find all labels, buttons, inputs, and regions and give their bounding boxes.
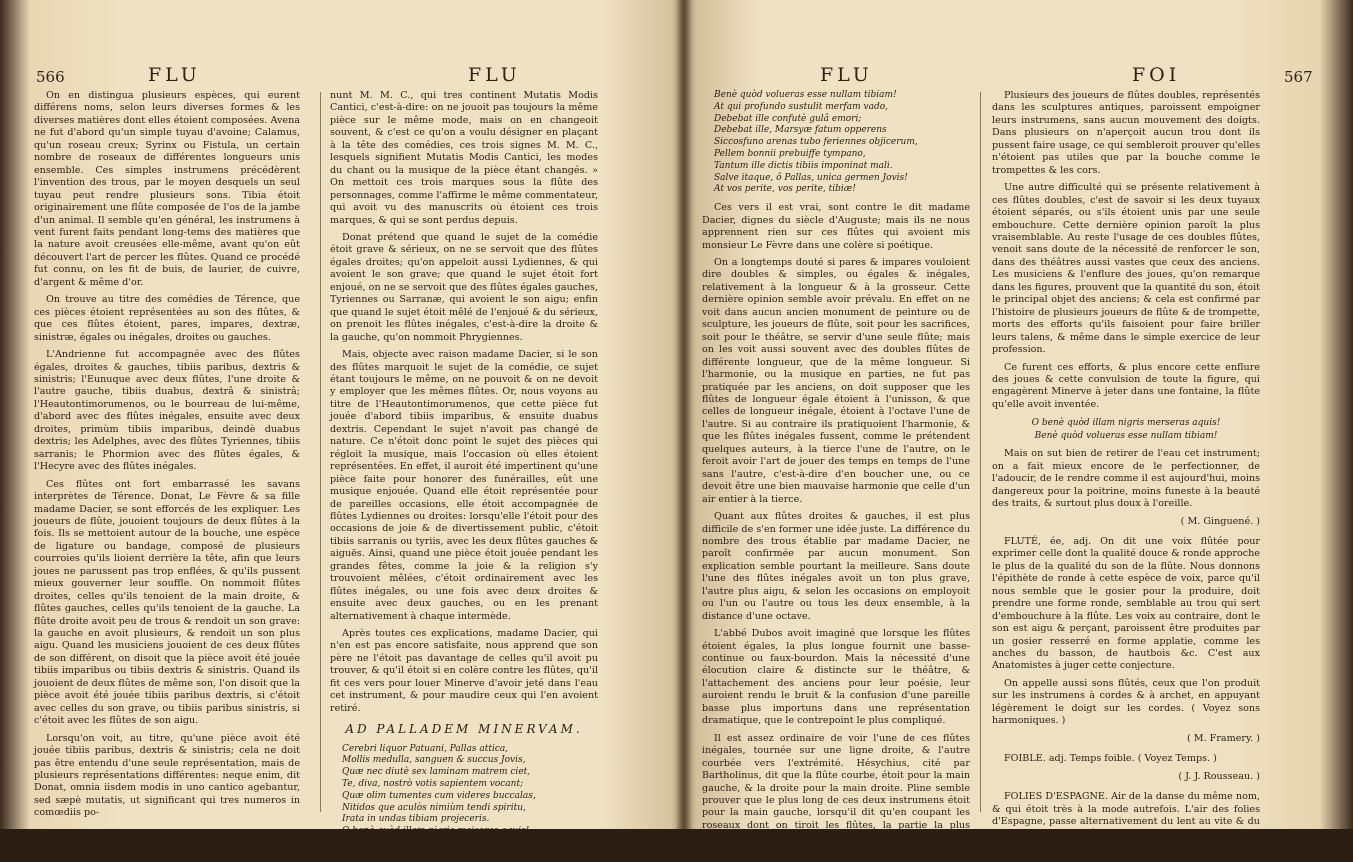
verse-line: Irata in undas tibiam projeceris. [342,814,490,825]
verse-line: Nitidos que aculòs nimiùm tendi spiritu, [342,802,526,813]
verse-line: Cerebri liquor Patuani, Pallas attica, [342,743,509,754]
verse-line: Mollis medulla, sanguen & succus Jovis, [342,755,526,766]
paragraph: Mais, objecte avec raison madame Dacier, si le son des flûtes marquoit le sujet de la comédie, ce sujet étant toujours le même, on ne pouvoit & on ne devoit y employer que les mêmes flûtes. Or, nous voyons au titre de l'Heautontimorumenos, que cette pièce fut jouée d'abord tibiis imparibus, & ensuite duabus dextris. Cependant le sujet n'avoit pas changé de nature. Ce n'étoit donc point le sujet des pièces qui régloit la musique, mais l'occasion où elles étoient représentées. En effet, il auroit été impertinent qu'une pièce faite pour honorer des funérailles, eût une musique enjouée. Quand elle étoit représentée pour de pareilles occasions, elle étoit accompagnée de flûtes Lydiennes ou droites: lorsqu'elle l'étoit pour des occasions de joie & de divertissement public, c'étoit tibiis sarranis ou tyriis, avec les deux flûtes gauches & aiguës. Ainsi, quand une pièce étoit jouée pendant les grandes fêtes, comme la joie & la religion s'y trouvoient mêlées, c'étoit ordinairement avec les flûtes inégales, ou une fois avec deux droites & ensuite avec deux gauches, ou en les prenant alternativement à chaque intermède. [330,349,598,622]
right-running-head [692,62,1332,88]
paragraph: Donat prétend que quand le sujet de la comédie étoit grave & sérieux, on ne se servoit que des flûtes égales droites; qu'on appeloit aussi Lydiennes, & qui avoient le son grave; que quand le sujet étoit fort enjoué, on ne se servoit que des flûtes égales gauches, Tyriennes ou Sarranæ, qui avoient le son aigu; enfin que quand le sujet étoit mêlé de l'enjoué & du sérieux, on prenoit les flûtes inégales, c'est-à-dire la droite & la gauche, qu'on nommoit Phrygiennes. [330,231,598,343]
left-header-word-2: FLU [468,64,521,86]
column-3 [702,90,970,862]
verse-line: Tantum ille dictis tibiis imponinat mali. [714,160,893,171]
paragraph: On en distingua plusieurs espèces, qui eurent différens noms, selon leurs diverses formes & les diverses matières dont elles étoient composées. Avena ne fut d'abord qu'un simple tuyau d'avoine; Calamus, qu'un roseau creux; Syrinx ou Fistula, un certain nombre de roseaux de différentes longueurs unis ensemble. Ces simples instrumens précédèrent l'invention des trous, par le moyen desquels un seul tuyau peut rendre plusieurs sons. Tibia étoit originairement une flûte composée de l'os de la jambe d'un animal. Il semble qu'en général, les instrumens à vent furent faits pendant long-tems des matières que la nature avoit creusées elle-même, avant qu'on eût découvert l'art de percer les flûtes. Quand ce procédé fut connu, on les fit de buis, de laurier, de cuivre, d'argent & même d'or. [34,90,300,288]
verse-line: Siccosfuno arenas tubo feriennes objicerum, [714,137,918,148]
paragraph: Ces vers il est vrai, sont contre le dit madame Dacier, dignes du siècle d'Auguste; mais ils ne nous apprennent rien sur ces flûtes qui avoient mis monsieur Le Fèvre dans une colère si poétique. [702,202,970,251]
paragraph: nunt M. M. C., qui tres continent Mutatis Modis Cantici, c'est-à-dire: on ne jouoit pas toujours la même pièce sur le même mode, mais on en changeoit souvent, & c'est ce qu'on a voulu désigner en plaçant à la tête des comédies, ces trois signes M. M. C., lesquels signifient Mutatis Modis Cantici, les modes du chant ou la musique de la pièce étant changés. » On mettoit ces trois marques sous la flûte des personnages, comme l'affirme le même commentateur, qui avoit vu des manuscrits où étoient ces trois marques, & qui se sont perdus depuis. [330,90,598,226]
poem-title: AD PALLADEM MINERVAM. [345,722,583,737]
dictionary-entry-folies: FOLIES D'ESPAGNE. Air de la danse du même nom, & qui étoit très à la mode autrefois. L'air des folies d'Espagne, passe alternativement du lent au vite & du vite au lent. Quantité de musiciens & en- [992,791,1260,840]
verse-line: Debebat ille confutè gulâ emori; [714,113,862,124]
verse-line: Quæ nec diutè sex laminam matrem ciet, [342,767,531,778]
verse-line: Te, diva, nostrò votis sapientem vocant; [342,779,524,790]
column-rule [320,92,321,812]
verse-line: Pellem bonnii prebuiffe tympano, [714,148,866,159]
paragraph: Après toutes ces explications, madame Dacier, qui n'en est pas encore satisfaite, nous apprend que son père ne l'étoit pas davantage de celles qu'il avoit pu trouver, & qu'il étoit si en colère contre les flûtes, qu'il fit ces vers pour louer Minerve d'avoir jeté dans l'eau cet instrument, & pour maudire ceux qui l'en avoient retiré. [330,628,598,714]
paragraph: On a longtemps douté si pares & impares vouloient dire doubles & simples, ou égales & inégales, relativement à la longueur & à la grosseur. Cette dernière opinion semble avoir prévalu. En effet on ne voit dans aucun ancien monument de peinture ou de sculpture, les joueurs de flûte, soit pour les sacrifices, soit pour le théâtre, se servir d'une seule flûte; mais on les voit aussi souvent avec des doubles flûtes de différente longueur, que de la même longueur. Si l'harmonie, ou la musique en parties, ne fut pas pratiquée par les anciens, on doit supposer que les flûtes de longueur égale étoient à l'unisson, & que celles de longueur inégale, étoient à l'octave l'une de l'autre. Si au contraire ils pratiquoient l'harmonie, & que les flûtes inégales fussent, comme le prétendent quelques auteurs, à la tierce l'une de l'autre, on le feroit avoir l'art de jouer des temps en temps de l'une sans l'autre, c'est-à-dire d'en boucher une, ou ce devoit être une bien mauvaise harmonie que celle d'un air entier à la tierce. [702,256,970,505]
verse-line: At vos perite, vos perite, tibiæ! [714,184,856,195]
verse-line: Benè quòd volueras esse nullam tibiam! [714,90,897,100]
column-2 [330,90,598,838]
paragraph: Une autre difficulté qui se présente relativement à ces flûtes doubles, c'est de savoir si les deux tuyaux étoient séparés, ou s'ils étoient unis par une seule embouchure. Cette dernière opinion paroît la plus vraisemblable. Au reste l'usage de ces doubles flûtes, venoit sans doute de la nécessité de renforcer le son, dans des théâtres aussi vastes que ceux des anciens. Les musiciens & l'enflure des joues, qu'on remarque dans les figures, prouvent que la quantité du son, étoit le principal objet des anciens; & cela est confirmé par l'histoire de plusieurs joueurs de flûte & de trompette, morts des efforts qu'ils faisoient pour faire briller leurs talens, & même dans le simple exercice de leur profession. [992,182,1260,356]
left-running-head [28,62,676,88]
dictionary-entry-foible: FOIBLE. adj. Temps foible. ( Voyez Temps. ) [1004,753,1217,765]
author-signature: ( J. J. Rousseau. ) [1178,770,1260,782]
verse-line: O benè quòd illam nigris meiseras aquis! [342,826,530,837]
right-header-word-2: FOI [1132,64,1181,86]
right-header-word: FLU [820,64,873,86]
paragraph: Ces flûtes ont fort embarrassé les savans interprètes de Térence. Donat, Le Fèvre & sa fille madame Dacier, se sont efforcés de les expliquer. Les joueurs de flûte, jouoient toujours de deux flûtes à la fois. Ils se mettoient autour de la bouche, une espèce de ligature ou bandage, composé de plusieurs courroies qu'ils lioient derrière la tête, afin que leurs joues ne parussent pas trop enflées, & qu'ils pussent mieux gouverner leur souffle. On nommoit flûtes droites, celles qu'ils tenoient de la main droite, & flûtes gauches, celles qu'ils tenoient de la gauche. La flûte droite avoit peu de trous & rendoit un son grave: la gauche en avoit plusieurs, & rendoit un son plus aigu. Quand les musiciens jouoient de ces deux flûtes de son différent, on disoit que la pièce avoit été jouée tibiis imparibus ou tibiis dextris & sinistris. Quand ils jouoient de deux flûtes de même son, l'on disoit que la pièce avoit été jouée tibiis paribus dextris, si c'étoit avec celles du son grave, ou tibiis paribus sinistris, si c'étoit avec les flûtes de son aigu. [34,478,300,727]
left-page-number: 566 [36,68,65,86]
author-signature: ( M. Framery. ) [1186,732,1260,744]
paragraph: Plusieurs des joueurs de flûtes doubles, représentés dans les sculptures antiques, paroissent empoigner leurs instrumens, sans aucun mouvement des doigts. Dans plusieurs on n'aperçoit aucun trou dont ils pussent faire usage, ce qui sembleroit prouver qu'elles n'étoient pas utiles que par la bouche comme le trompettes & les cors. [992,90,1260,176]
column-4 [992,90,1260,846]
paragraph: L'abbé Dubos avoit imaginé que lorsque les flûtes étoient égales, la plus longue fournit une basse-continue ou faux-bourdon. Mais la nécessité d'une élocution claire & distincte sur le théâtre, & l'attachement des anciens pour leur poésie, leur auroient rendu le bruit & la confusion d'une pareille basse plus importuns dans une représentation dramatique, que le contrepoint le plus compliqué. [702,628,970,727]
dictionary-entry-flute: FLUTÉ, ée, adj. On dit une voix flûtée pour exprimer celle dont la qualité douce & ronde approche le plus de la qualité du son de la flûte. Nous donnons l'épithète de ronde à cette espèce de voix, parce qu'il nous semble que le gosier pour la produire, doit prendre une forme ronde, semblable au trou qui sert d'embouchure à la flûte. Les voix au contraire, dont le son est aigu & perçant, paroissent être produites par un gosier resserré en forme applatie, comme les anches du basson, de hautbois &c. C'est aux Anatomistes à juger cette conjecture. [992,535,1260,672]
paragraph: Lorsqu'on voit, au titre, qu'une pièce avoit été jouée tibiis paribus, dextris & sinistris; cela ne doit pas être entendu d'une seule représentation, mais de plusieurs représentations différentes: neque enim, dit Donat, omnia iisdem modis in uno cantico agebantur, sed sæpè mutatis, ut significant qui tres numeros in comœdiis po- [34,732,300,819]
left-page [28,0,676,837]
verse-line: At qui profundo sustulit merfam vado, [714,101,888,112]
paragraph: L'Andrienne fut accompagnée avec des flûtes égales, droites & gauches, tibiis paribus, dextris & sinistris; l'Eunuque avec deux flûtes, l'une droite & l'autre gauche, tibiis duabus, dextrâ & sinistrâ; l'Heautontimorumenos, ou le bourreau de lui-même, d'abord avec des flûtes inégales, ensuite avec deux droites, primùm tibiis imparibus, deindè duabus dextris; les Adelphes, avec des flûtes Tyriennes, tibiis sarranis; le Phormion avec des flûtes égales, & l'Hecyre avec des flûtes inégales. [34,349,300,473]
right-page [692,0,1332,856]
verse-quote: O benè quòd illam nigris merseras aquis! Benè quòd volueras esse nullam tibiam! [1031,418,1221,441]
paragraph: Mais on sut bien de retirer de l'eau cet instrument; on a fait mieux encore de le perfectionner, de l'adoucir, de le rendre comme il est aujourd'hui, moins dangereux pour la poitrine, moins funeste à la beauté des traits, & surtout plus doux à l'oreille. [992,448,1260,510]
right-page-number: 567 [1284,68,1313,86]
paragraph: On trouve au titre des comédies de Térence, que ces pièces étoient représentées au son des flûtes, & que ces flûtes étoient, pares, impares, dextræ, sinistræ, égales ou inégales, droites ou gauches. [34,294,300,343]
verse-line: Quæ olim tumentes cum videres buccalas, [342,790,536,801]
paragraph: Ce furent ces efforts, & plus encore cette enflure des joues & cette convulsion de toute la figure, qui engagèrent Minerve à jeter dans une fontaine, la flûte qu'elle avoit inventée. [992,361,1260,410]
author-signature: ( M. Ginguené. ) [1180,515,1260,527]
left-header-word: FLU [148,64,201,86]
column-1 [34,90,300,825]
column-rule [980,92,981,812]
paragraph: On appelle aussi sons flûtés, ceux que l'on produit sur les instrumens à cordes & à archet, en appuyant légèrement le doigt sur les cordes. ( Voyez sons harmoniques. ) [992,677,1260,727]
verse-line: Debebat ille, Marsyæ fatum opperens [714,125,887,136]
verse-line: Salve itaque, ô Pallas, unica germen Jovis! [714,172,908,183]
paragraph: Quant aux flûtes droites & gauches, il est plus difficile de s'en former une idée juste. La différence du nombre des trous établie par madame Dacier, ne paroît confirmée par aucun monument. Son explication semble pourtant la meilleure. Sans doute l'une des flûtes inégales avoit un ton plus grave, l'autre plus aigu, & selon les occasions on employoit ou l'un ou l'autre ou tous les deux ensemble, à la distance d'une octave. [702,511,970,622]
paragraph: Il est assez ordinaire de voir l'une de ces flûtes inégales, tournée sur une ligne droite, & l'autre courbée vers l'extrémité. Hésychius, cité par Bartholinus, dit que la flûte courbe, étoit pour la main gauche, & la droite pour la main droite. Pline semble prouver que le plus long de ces deux instrumens étoit pour la main gauche, lorsqu'il dit qu'en coupant les roseaux dont on tiroit les flûtes, la partie la plus proche de la terre étant plus grande, fert pour les flûtes de la main gauche, &c. [702,732,970,856]
